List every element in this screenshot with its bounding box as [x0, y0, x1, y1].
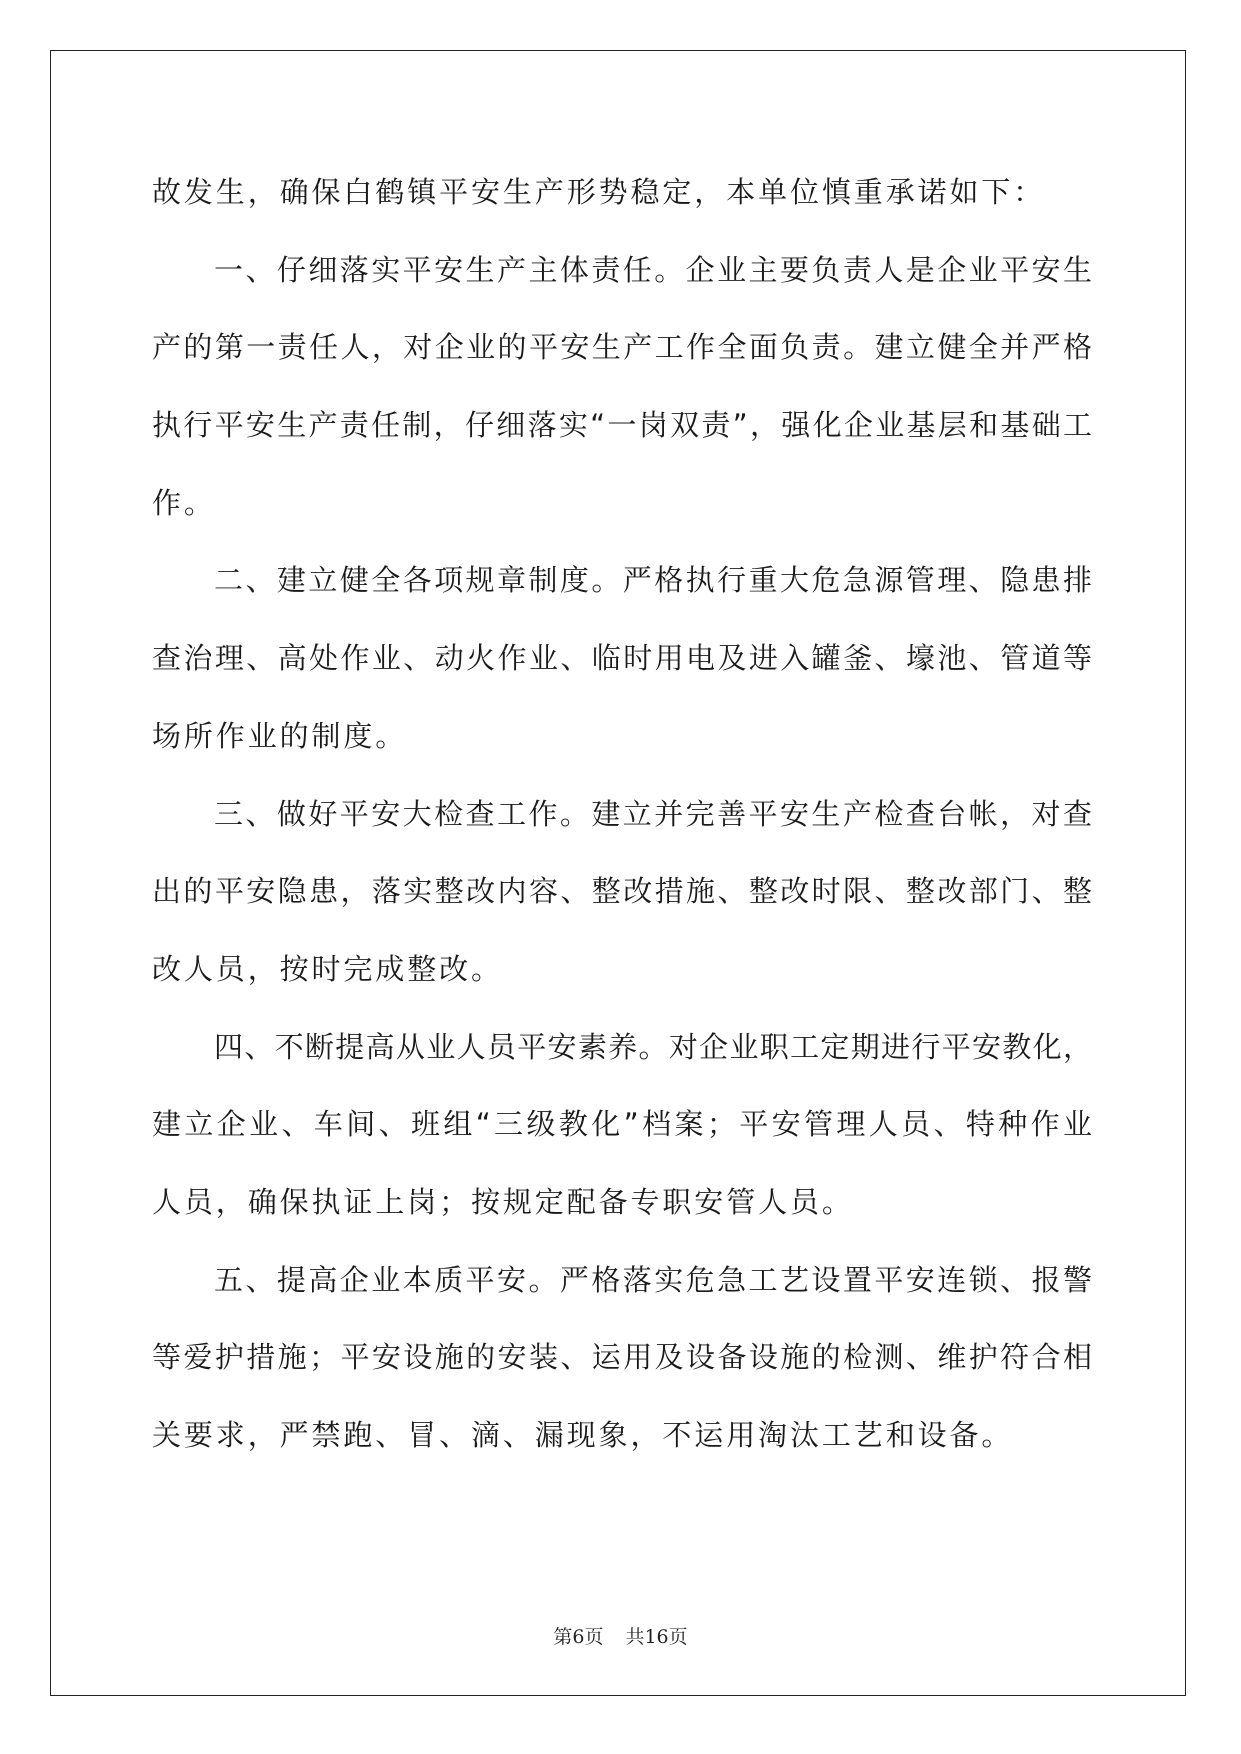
- text-line: 建立企业、车间、班组“三级教化”档案；平安管理人员、特种作业: [152, 1107, 1092, 1142]
- page-total: 共16页: [625, 1626, 688, 1648]
- text-line: 四、不断提高从业人员平安素养。对企业职工定期进行平安教化，: [214, 1029, 1092, 1064]
- text-line: 二、建立健全各项规章制度。严格执行重大危急源管理、隐患排: [214, 563, 1092, 598]
- text-line: 查治理、高处作业、动火作业、临时用电及进入罐釜、壕池、管道等: [152, 641, 1092, 676]
- text-line: 出的平安隐患，落实整改内容、整改措施、整改时限、整改部门、整: [152, 874, 1092, 909]
- text-line: 故发生，确保白鹤镇平安生产形势稳定，本单位慎重承诺如下：: [152, 175, 1046, 209]
- text-line: 改人员，按时完成整改。: [152, 951, 503, 986]
- text-line: 等爱护措施；平安设施的安装、运用及设备设施的检测、维护符合相: [152, 1340, 1092, 1375]
- text-line: 执行平安生产责任制，仔细落实“一岗双责”，强化企业基层和基础工: [152, 408, 1092, 443]
- text-line: 关要求，严禁跑、冒、滴、漏现象，不运用淘汰工艺和设备。: [152, 1418, 1014, 1452]
- text-line: 场所作业的制度。: [152, 718, 408, 753]
- document-body: [152, 170, 1092, 1491]
- text-line: 三、做好平安大检查工作。建立并完善平安生产检查台帐，对查: [214, 796, 1092, 831]
- page-footer: [0, 1622, 1241, 1649]
- text-line: 人员，确保执证上岗；按规定配备专职安管人员。: [152, 1184, 854, 1219]
- page-number: 第6页: [553, 1626, 604, 1648]
- text-line: 产的第一责任人，对企业的平安生产工作全面负责。建立健全并严格: [152, 330, 1092, 365]
- text-line: 一、仔细落实平安生产主体责任。企业主要负责人是企业平安生: [214, 252, 1092, 287]
- text-line: 作。: [152, 485, 216, 520]
- text-line: 五、提高企业本质平安。严格落实危急工艺设置平安连锁、报警: [214, 1262, 1092, 1297]
